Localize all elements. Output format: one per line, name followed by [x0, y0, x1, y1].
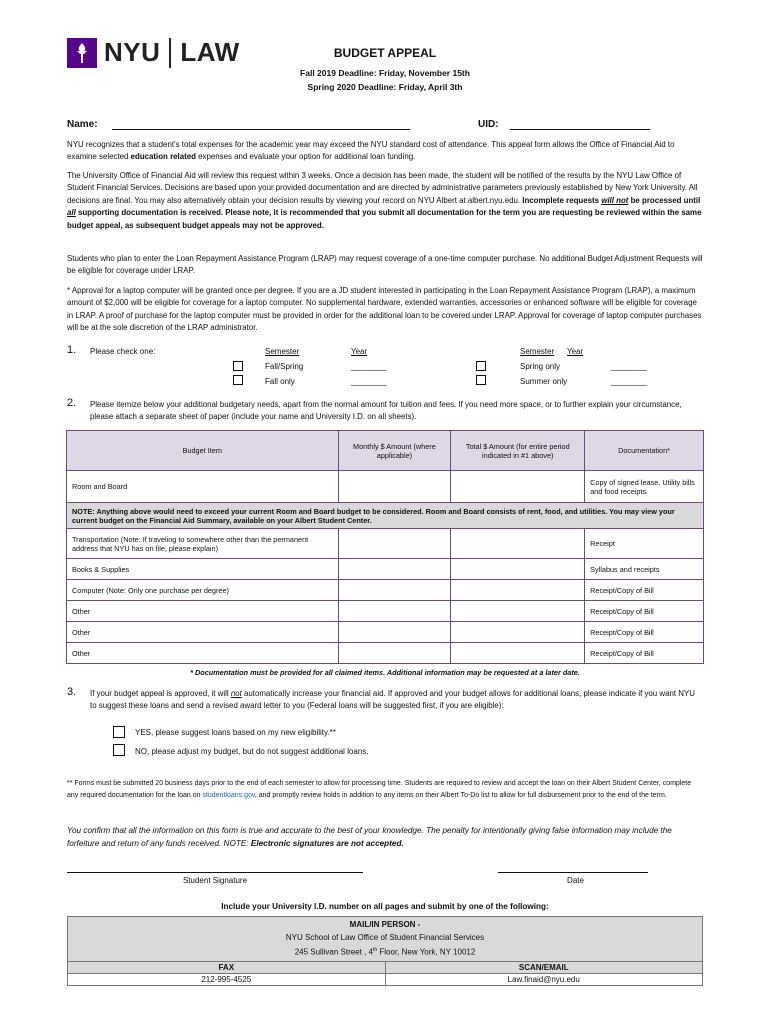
fall-only-checkbox[interactable]	[233, 375, 243, 385]
documentation-cell: Receipt/Copy of Bill	[585, 643, 704, 664]
section-1-number: 1.	[67, 344, 77, 356]
confirmation-statement: You confirm that all the information on this form is true and accurate to the best of your knowledge. The penalty for intentionally giving false information may include the forfeiture and return of any funds received. NOTE: Electronic signatures are not accepted.	[67, 826, 672, 848]
logo-nyu-text: NYU	[104, 37, 161, 67]
total-amount-cell[interactable]	[451, 601, 585, 622]
email-address[interactable]: Law.finaid@nyu.edu	[385, 974, 703, 986]
budget-item-cell: Books & Supplies	[67, 559, 339, 580]
uid-label: UID:	[478, 119, 499, 130]
summer-only-year-field[interactable]: ________	[611, 377, 647, 386]
total-amount-cell[interactable]	[451, 559, 585, 580]
documentation-header: Documentation*	[585, 431, 704, 471]
documentation-cell: Syllabus and receipts	[585, 559, 704, 580]
table-row	[67, 643, 704, 664]
contact-table	[67, 916, 703, 986]
budget-item-header: Budget Item	[67, 431, 339, 471]
section-2-number: 2.	[67, 397, 77, 409]
budget-item-cell: Other	[67, 643, 339, 664]
section-1-label: Please check one:	[90, 347, 156, 356]
name-label: Name:	[67, 119, 98, 130]
logo-law-text: LAW	[180, 37, 240, 67]
date-field[interactable]	[498, 872, 648, 873]
fax-number: 212-995-4525	[68, 974, 386, 986]
total-amount-header: Total $ Amount (for entire period indicated in #1 above)	[451, 431, 585, 471]
documentation-footnote: * Documentation must be provided for all claimed items. Additional information may be requested at a later date.	[190, 668, 580, 677]
total-amount-cell[interactable]	[451, 580, 585, 601]
submit-instructions: Include your University I.D. number on all pages and submit by one of the following:	[221, 902, 549, 911]
fax-label: FAX	[68, 962, 386, 974]
fall-spring-checkbox[interactable]	[233, 361, 243, 371]
lrap-paragraph: Students who plan to enter the Loan Repayment Assistance Program (LRAP) may request coverage of a one-time computer purchase. No additional Budget Adjustment Requests will be eligible for coverage under LRAP.	[67, 254, 703, 276]
scan-email-label: SCAN/EMAIL	[385, 962, 703, 974]
budget-item-cell: Room and Board	[67, 471, 339, 503]
table-row	[67, 601, 704, 622]
studentloans-link[interactable]: studentloans.gov	[202, 791, 255, 799]
name-field[interactable]	[112, 129, 410, 130]
monthly-amount-cell[interactable]	[338, 559, 451, 580]
table-row	[67, 471, 704, 503]
table-row	[67, 622, 704, 643]
mail-title: MAIL/IN PERSON -	[349, 920, 421, 929]
summer-only-label: Summer only	[520, 377, 568, 386]
total-amount-cell[interactable]	[451, 643, 585, 664]
budget-table	[66, 430, 704, 664]
section-2-text: Please itemize below your additional budgetary needs, apart from the normal amount for tuition and fees. If you need more space, or to further explain your circumstance, please attach a separate sheet of paper (include your name and University I.D. on all sheets).	[90, 400, 682, 422]
laptop-paragraph: * Approval for a laptop computer will be granted once per degree. If you are a JD student interested in participating in the Loan Repayment Assistance Program (LRAP), a maximum amount of $2,000 will be eligible for coverage for a laptop computer. No supplemental hardware, extended warranties, accessories or enhanced software will be eligible for coverage in LRAP. A proof of purchase for the laptop computer must be provided in order for the additional loan to be covered under LRAP. Approval for coverage of laptop computer purchases will be at the sole discretion of the LRAP administrator.	[67, 286, 702, 333]
room-board-note: NOTE: Anything above would need to exceed your current Room and Board budget to be considered. Room and Board consists of rent, food, and utilities. You may view your current budget on the Financial Aid Summary, available on your Albert Student Center.	[67, 503, 704, 529]
year-header-right: Year	[567, 347, 584, 356]
fall-only-label: Fall only	[265, 377, 295, 386]
fall-spring-label: Fall/Spring	[265, 362, 304, 371]
section-3-number: 3.	[67, 686, 77, 698]
budget-item-cell: Other	[67, 601, 339, 622]
forms-deadline-note: ** Forms must be submitted 20 business days prior to the end of each semester to allow for processing time. Students are required to review and accept the loan on their Albert Student Center, complete any required documentation for the loan on studentloans.gov, and promptly review holds in addition to any items on their Albert To-Do list to allow for full disbursement prior to the end of the term.	[67, 780, 692, 799]
summer-only-checkbox[interactable]	[476, 375, 486, 385]
table-row	[67, 529, 704, 559]
no-suggest-loans-checkbox[interactable]	[113, 744, 125, 756]
fall-deadline: Fall 2019 Deadline: Friday, November 15th	[300, 68, 470, 78]
budget-table-header	[67, 431, 704, 471]
year-header-left: Year	[351, 347, 368, 356]
no-suggest-loans-label: NO, please adjust my budget, but do not suggest additional loans.	[135, 747, 369, 756]
spring-only-checkbox[interactable]	[476, 361, 486, 371]
documentation-cell: Receipt	[585, 529, 704, 559]
documentation-cell: Receipt/Copy of Bill	[585, 622, 704, 643]
student-signature-field[interactable]	[67, 872, 363, 873]
intro-paragraph-2: The University Office of Financial Aid will review this request within 3 weeks. Once a decision has been made, the student will be notified of the results by the NYU Law Office of Student Financial Services. Decisions are based upon your provided documentation and are directed by administrative parameters previously established by New York University. All decisions are final. You may also alternatively obtain your decision results by viewing your record on NYU Albert at albert.nyu.edu. Incomplete requests will not be processed until all supporting documentation is received. Please note, it is recommended that you submit all documentation for the term you are requesting be reviewed within the same budget appeal, as subsequent budget appeals may not be approved.	[67, 171, 702, 230]
total-amount-cell[interactable]	[451, 471, 585, 503]
monthly-amount-header: Monthly $ Amount (where applicable)	[338, 431, 451, 471]
monthly-amount-cell[interactable]	[338, 529, 451, 559]
semester-header-left: Semester	[265, 347, 300, 356]
table-row	[67, 559, 704, 580]
monthly-amount-cell[interactable]	[338, 643, 451, 664]
documentation-cell: Receipt/Copy of Bill	[585, 601, 704, 622]
documentation-cell: Receipt/Copy of Bill	[585, 580, 704, 601]
fall-spring-year-field[interactable]: ________	[351, 362, 387, 371]
yes-suggest-loans-checkbox[interactable]	[113, 726, 125, 738]
spring-deadline: Spring 2020 Deadline: Friday, April 3th	[307, 82, 463, 92]
student-signature-label: Student Signature	[182, 876, 248, 885]
monthly-amount-cell[interactable]	[338, 601, 451, 622]
monthly-amount-cell[interactable]	[338, 622, 451, 643]
section-3-text: If your budget appeal is approved, it will not automatically increase your financial aid. If approved and your budget allows for additional loans, please indicate if you want NYU to suggest these loans and send a revised award letter to you (Federal loans will be suggested first, if you are eligible):	[90, 689, 695, 711]
uid-field[interactable]	[510, 129, 650, 130]
fall-only-year-field[interactable]: ________	[351, 377, 387, 386]
documentation-cell: Copy of signed lease, Utility bills and food receipts	[585, 471, 704, 503]
room-board-note-row	[67, 503, 704, 529]
yes-suggest-loans-label: YES, please suggest loans based on my new eligibility.**	[135, 728, 336, 737]
spring-only-label: Spring only	[520, 362, 561, 371]
table-row	[67, 580, 704, 601]
budget-item-cell: Computer (Note: Only one purchase per degree)	[67, 580, 339, 601]
total-amount-cell[interactable]	[451, 622, 585, 643]
monthly-amount-cell[interactable]	[338, 471, 451, 503]
mail-address: 245 Sullivan Street , 4th Floor, New York, NY 10012	[294, 947, 476, 957]
budget-item-cell: Other	[67, 622, 339, 643]
monthly-amount-cell[interactable]	[338, 580, 451, 601]
spring-only-year-field[interactable]: ________	[611, 362, 647, 371]
mail-office: NYU School of Law Office of Student Financial Services	[285, 932, 485, 942]
budget-item-cell: Transportation (Note: If traveling to somewhere other than the permanent address that NYU has on file, please explain)	[67, 529, 339, 559]
intro-paragraph-1: NYU recognizes that a student’s total expenses for the academic year may exceed the NYU standard cost of attendance. This appeal form allows the Office of Financial Aid to examine selected education related expenses and evaluate your option for additional loan funding.	[67, 140, 675, 162]
date-label: Date	[567, 876, 584, 885]
semester-header-right: Semester	[520, 347, 555, 356]
page-title: BUDGET APPEAL	[333, 46, 437, 60]
mail-in-person-cell	[68, 917, 703, 962]
total-amount-cell[interactable]	[451, 529, 585, 559]
